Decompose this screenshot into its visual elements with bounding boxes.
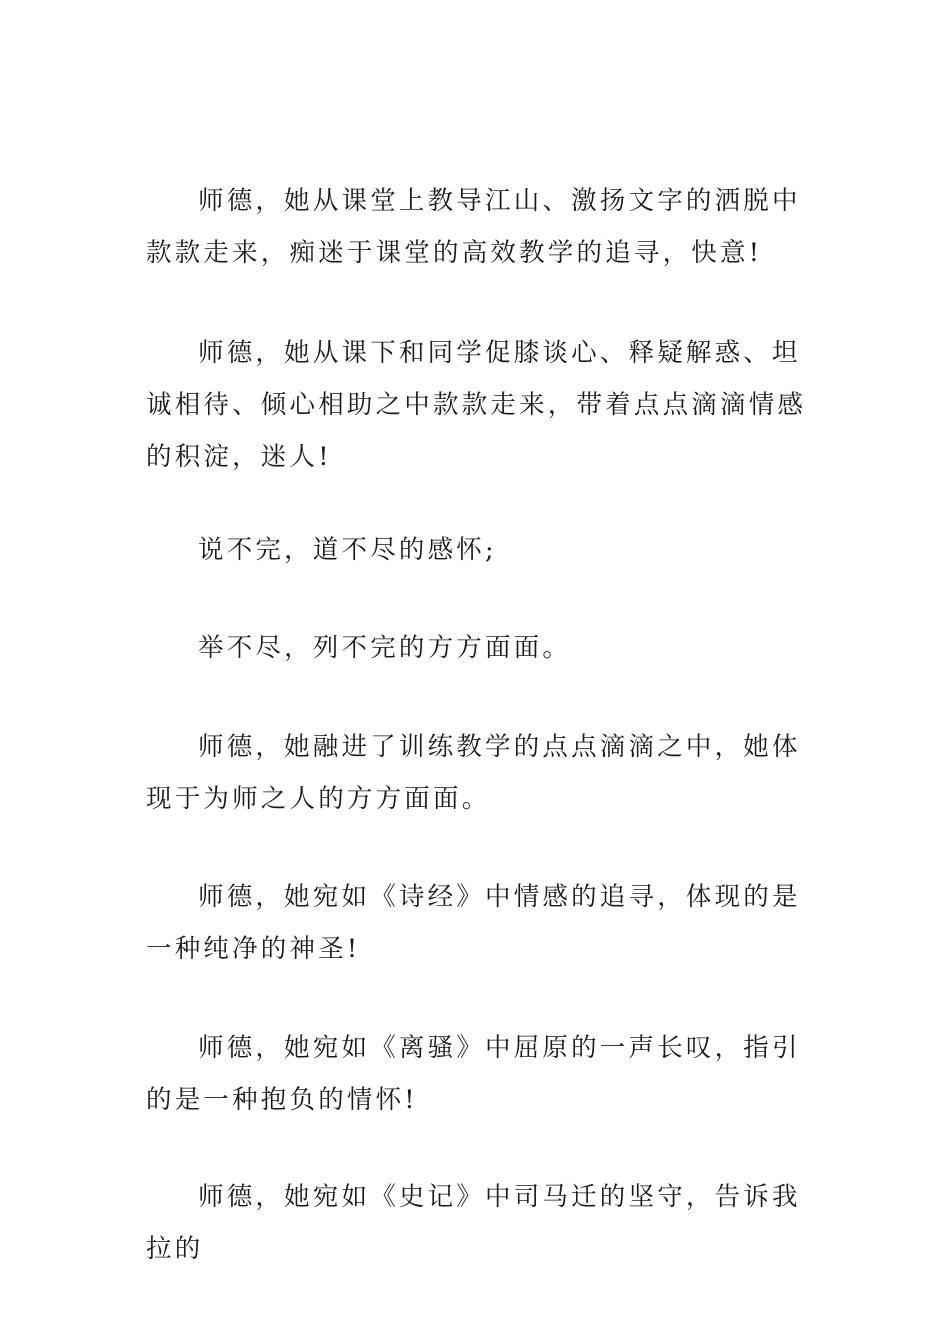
- paragraph-6: 师德，她宛如《诗经》中情感的追寻，体现的是一种纯净的神圣!: [146, 882, 801, 964]
- paragraph-7: 师德，她宛如《离骚》中屈原的一声长叹，指引的是一种抱负的情怀!: [146, 1033, 801, 1115]
- paragraph-4: 举不尽，列不完的方方面面。: [198, 633, 572, 663]
- paragraph-2: 师德，她从课下和同学促膝谈心、释疑解惑、坦诚相待、倾心相助之中款款走来，带着点点滴滴情感的积淀，迷人!: [146, 338, 807, 472]
- paragraph-8: 师德，她宛如《史记》中司马迁的坚守，告诉我拉的: [146, 1182, 801, 1264]
- paragraph-5: 师德，她融进了训练教学的点点滴滴之中，她体现于为师之人的方方面面。: [146, 732, 801, 814]
- paragraph-3: 说不完，道不尽的感怀;: [198, 535, 497, 565]
- paragraph-1: 师德，她从课堂上教导江山、激扬文字的洒脱中款款走来，痴迷于课堂的高效教学的追寻，快意!: [146, 186, 801, 268]
